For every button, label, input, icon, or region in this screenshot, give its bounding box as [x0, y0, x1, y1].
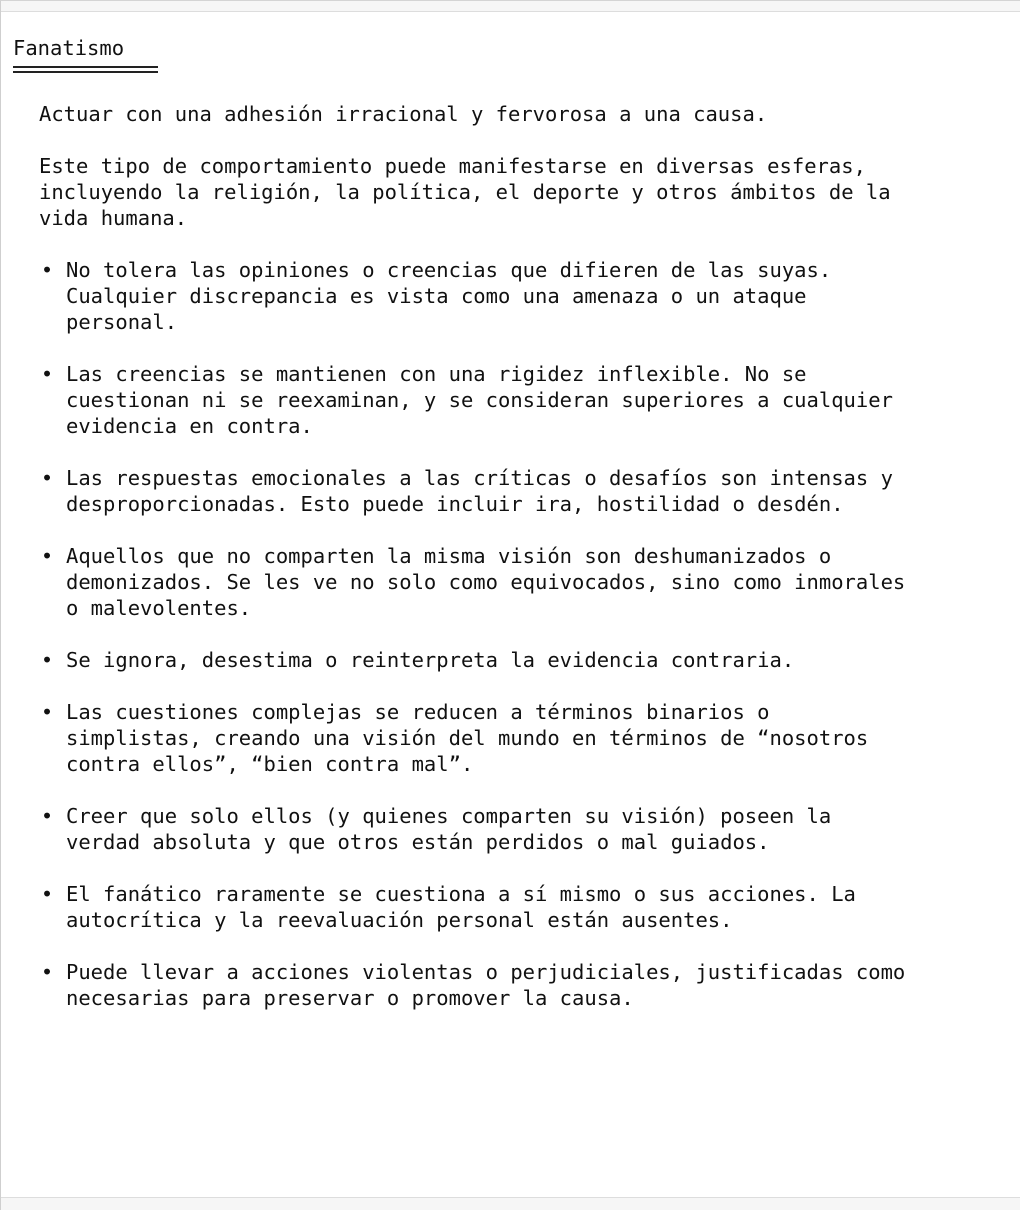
list-item [13, 881, 971, 933]
list-item-line: Cualquier discrepancia es vista como una amenaza o un ataque [66, 284, 807, 308]
list-item-line: No tolera las opiniones o creencias que difieren de las suyas. [66, 258, 832, 282]
list-item [13, 257, 971, 335]
intro-line: incluyendo la religión, la política, el deporte y otros ámbitos de la [39, 180, 891, 204]
list-item-line: Creer que solo ellos (y quienes comparten su visión) poseen la [66, 804, 832, 828]
list-item [13, 543, 971, 621]
list-item [13, 647, 971, 673]
list-item-line: o malevolentes. [66, 596, 252, 620]
bullet-dot: • [40, 960, 54, 984]
intro-line: Este tipo de comportamiento puede manifestarse en diversas esferas, [39, 154, 866, 178]
list-item [13, 361, 971, 439]
bullet-dot: • [40, 804, 54, 828]
list-item-line: Puede llevar a acciones violentas o perjudiciales, justificadas como [66, 960, 906, 984]
title-underline [13, 66, 158, 73]
top-edge [1, 1, 1020, 12]
list-item-line: necesarias para preservar o promover la causa. [66, 986, 634, 1010]
lead-paragraph: Actuar con una adhesión irracional y fervorosa a una causa. [39, 102, 768, 126]
list-item-line: Las creencias se mantienen con una rigidez inflexible. No se [66, 362, 807, 386]
list-item-line: Se ignora, desestima o reinterpreta la evidencia contraria. [66, 648, 795, 672]
list-item [13, 465, 971, 517]
intro-line: vida humana. [39, 206, 188, 230]
bullet-dot: • [40, 466, 54, 490]
bullet-list [13, 257, 1013, 1011]
list-item [13, 959, 971, 1011]
list-item-line: Las cuestiones complejas se reducen a términos binarios o [66, 700, 770, 724]
list-item-line: Aquellos que no comparten la misma visión son deshumanizados o [66, 544, 832, 568]
list-item-line: evidencia en contra. [66, 414, 313, 438]
document-content [13, 35, 1013, 1037]
bullet-dot: • [40, 648, 54, 672]
list-item-line: cuestionan ni se reexaminan, y se consideran superiores a cualquier [66, 388, 893, 412]
list-item-line: contra ellos”, “bien contra mal”. [66, 752, 474, 776]
list-item-line: verdad absoluta y que otros están perdidos o mal guiados. [66, 830, 770, 854]
bottom-edge [1, 1197, 1020, 1210]
list-item [13, 699, 971, 777]
list-item-line: Las respuestas emocionales a las críticas o desafíos son intensas y [66, 466, 893, 490]
list-item-line: El fanático raramente se cuestiona a sí mismo o sus acciones. La [66, 882, 856, 906]
list-item-line: desproporcionadas. Esto puede incluir ira, hostilidad o desdén. [66, 492, 844, 516]
bullet-dot: • [40, 258, 54, 282]
intro-paragraph [13, 153, 969, 231]
list-item-line: autocrítica y la reevaluación personal están ausentes. [66, 908, 733, 932]
list-item-line: personal. [66, 310, 178, 334]
list-item [13, 803, 971, 855]
bullet-dot: • [40, 544, 54, 568]
bullet-dot: • [40, 882, 54, 906]
bullet-dot: • [40, 700, 54, 724]
list-item-line: demonizados. Se les ve no solo como equivocados, sino como inmorales [66, 570, 906, 594]
list-item-line: simplistas, creando una visión del mundo en términos de “nosotros [66, 726, 869, 750]
page-title: Fanatismo [13, 36, 125, 60]
bullet-dot: • [40, 362, 54, 386]
